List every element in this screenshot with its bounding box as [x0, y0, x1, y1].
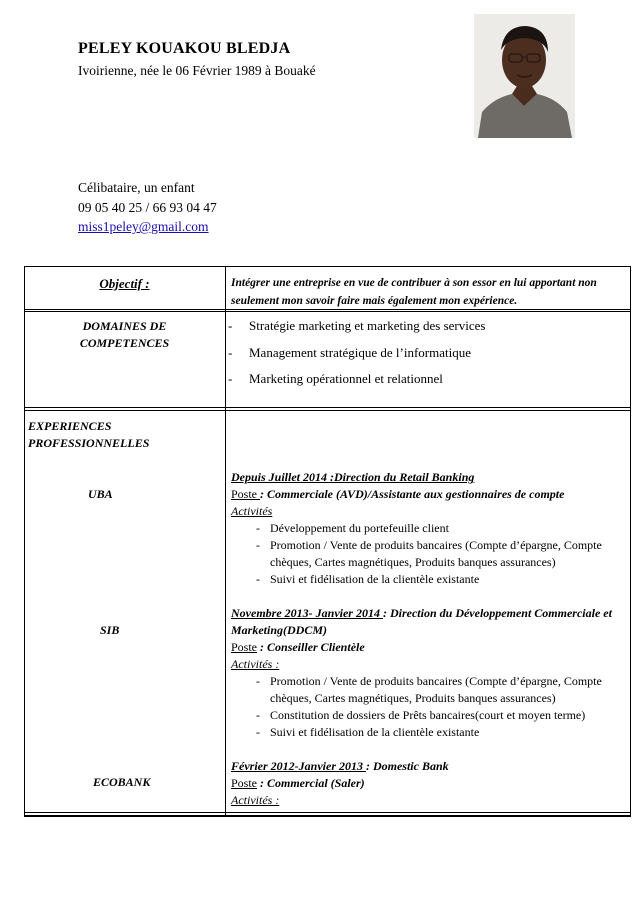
poste-label: Poste [231, 640, 258, 654]
activity-item: - Promotion / Vente de produits bancaires (Compte d’épargne, Compte chèques, Cartes magnétiques, Produits banques assurances) [270, 673, 627, 707]
domains-label [24, 318, 225, 352]
activities-list [231, 673, 627, 741]
job-position [231, 639, 627, 656]
job-department: :Direction du Retail Banking [330, 470, 475, 484]
row-divider [24, 311, 631, 312]
job-entry [231, 605, 627, 741]
skill-item: - Management stratégique de l’informatique [249, 345, 471, 361]
job-period: Depuis Juillet 2014 [231, 470, 331, 484]
profile-photo [474, 14, 575, 138]
domains-label-line: DOMAINES DE [82, 319, 167, 333]
job-heading [231, 758, 627, 775]
job-heading [231, 469, 627, 486]
candidate-name: PELEY KOUAKOU BLEDJA [78, 40, 291, 57]
activity-item: - Développement du portefeuille client [270, 520, 627, 537]
poste-label: Poste [231, 776, 258, 790]
marital-status: Célibataire, un enfant [78, 180, 195, 195]
employer-name: ECOBANK [93, 775, 151, 789]
job-position [231, 775, 627, 792]
row-divider [24, 410, 631, 411]
poste-value: : Commerciale (AVD)/Assistante aux gestionnaires de compte [260, 487, 565, 501]
domains-label-line: COMPETENCES [79, 336, 170, 350]
activities-list [231, 520, 627, 588]
table-bottom-border [24, 812, 631, 813]
activity-item: - Promotion / Vente de produits bancaires (Compte d’épargne, Compte chèques, Cartes magnétiques, Produits banques assurances) [270, 537, 627, 571]
table-right-border [630, 266, 631, 817]
poste-value: : Commercial (Saler) [257, 776, 365, 790]
job-period: Février 2012-Janvier 2013 [231, 759, 366, 773]
activities-label: Activités : [231, 657, 280, 671]
job-department: : Direction du Développement Commerciale et Marketing(DDCM) [231, 606, 612, 637]
skill-item: - Stratégie marketing et marketing des services [249, 318, 485, 334]
employer-name: UBA [88, 487, 113, 501]
job-entry [231, 469, 627, 588]
job-period: Novembre 2013- Janvier 2014 [231, 606, 383, 620]
activity-item: - Constitution de dossiers de Prêts bancaires(court et moyen terme) [270, 707, 627, 724]
job-heading [231, 605, 627, 639]
email-link[interactable]: miss1peley@gmail.com [78, 219, 209, 234]
activity-item: - Suivi et fidélisation de la clientèle existante [270, 724, 627, 741]
table-top-border [24, 266, 631, 267]
poste-value: : Conseiller Clientèle [257, 640, 365, 654]
table-bottom-border [24, 815, 631, 817]
objective-text: Intégrer une entreprise en vue de contribuer à son essor en lui apportant non seulement mon savoir faire mais également mon expérience. [231, 277, 597, 307]
experience-label-line: EXPERIENCES [28, 419, 112, 433]
skill-item: - Marketing opérationnel et relationnel [249, 371, 443, 387]
activities-label: Activités : [231, 793, 280, 807]
poste-label: Poste [231, 487, 261, 501]
birth-info: Ivoirienne, née le 06 Février 1989 à Bouaké [78, 63, 316, 78]
job-entry [231, 758, 627, 809]
job-position [231, 486, 627, 503]
activities-label: Activités [231, 504, 273, 518]
objective-label: Objectif : [99, 276, 150, 291]
phone-numbers: 09 05 40 25 / 66 93 04 47 [78, 200, 217, 215]
employer-name: SIB [100, 623, 120, 637]
experience-label-line: PROFESSIONNELLES [28, 436, 150, 450]
job-department: : Domestic Bank [365, 759, 449, 773]
column-divider [225, 266, 226, 817]
row-divider [24, 407, 631, 408]
activity-item: - Suivi et fidélisation de la clientèle existante [270, 571, 627, 588]
experience-label [28, 418, 149, 452]
